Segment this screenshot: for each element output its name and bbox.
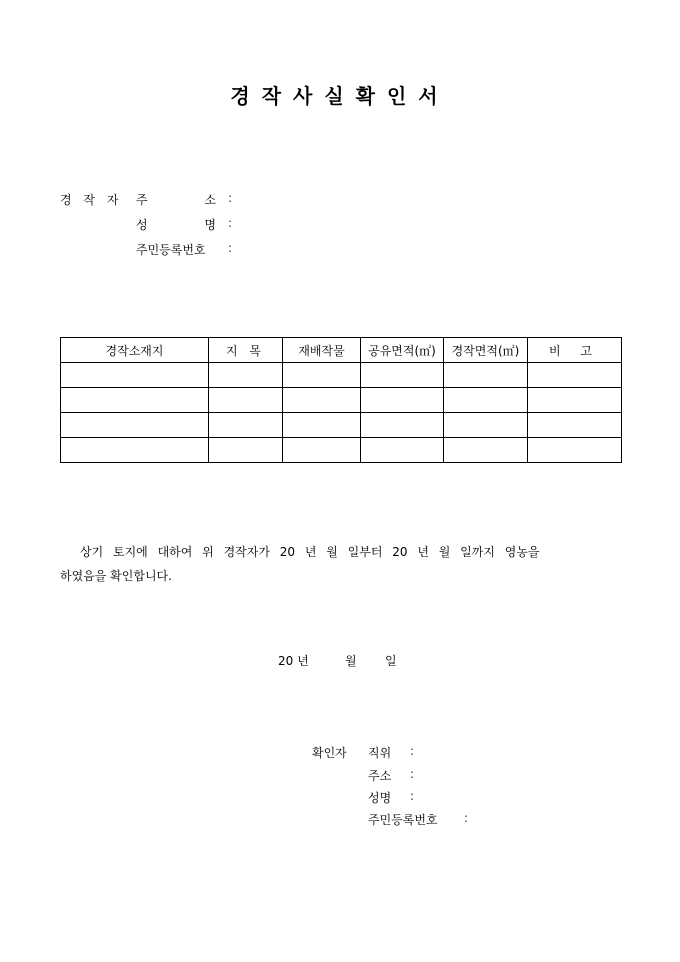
farmer-name-colon: :: [228, 216, 233, 230]
table-cell: [361, 438, 444, 463]
header-crop: 재배작물: [283, 338, 361, 363]
table-cell: [444, 438, 528, 463]
farmer-address-colon: :: [228, 191, 233, 205]
header-land-category: 지 목: [209, 338, 283, 363]
table-cell: [528, 438, 622, 463]
table-cell: [528, 363, 622, 388]
farmer-id-label: 주민등록번호: [136, 243, 206, 257]
table-row: [61, 388, 622, 413]
document-title: 경작사실확인서: [230, 84, 450, 108]
confirmer-address-label: 주소: [368, 769, 392, 783]
confirmation-statement: [60, 540, 620, 588]
farmer-address-label: 주 소: [136, 193, 216, 207]
confirmer-position-label: 직위: [368, 746, 392, 760]
table-cell: [61, 363, 209, 388]
farmer-label: 경 작 자: [60, 193, 123, 207]
confirmer-address-colon: :: [410, 767, 415, 781]
table-cell: [444, 413, 528, 438]
statement-line-2: 하였음을 확인합니다.: [60, 569, 172, 583]
date-year: 20 년: [278, 654, 309, 668]
table-cell: [283, 363, 361, 388]
land-table: [60, 337, 622, 463]
table-row: [61, 438, 622, 463]
table-cell: [283, 438, 361, 463]
table-header-row: [61, 338, 622, 363]
table-cell: [209, 388, 283, 413]
header-remarks: 비 고: [528, 338, 622, 363]
table-cell: [61, 413, 209, 438]
table-cell: [444, 388, 528, 413]
date-month: 월: [345, 654, 357, 668]
table-cell: [361, 388, 444, 413]
confirmer-name-label: 성명: [368, 791, 392, 805]
confirmer-id-colon: :: [464, 811, 469, 825]
header-shared-area: 공유면적(㎡): [361, 338, 444, 363]
table-cell: [209, 438, 283, 463]
table-cell: [61, 438, 209, 463]
table-row: [61, 413, 622, 438]
table-cell: [361, 363, 444, 388]
confirmer-id-label: 주민등록번호: [368, 813, 438, 827]
table-cell: [209, 363, 283, 388]
table-cell: [61, 388, 209, 413]
farmer-name-label: 성 명: [136, 218, 216, 232]
header-location: 경작소재지: [61, 338, 209, 363]
confirmer-label: 확인자: [312, 746, 347, 760]
header-cultivated-area: 경작면적(㎡): [444, 338, 528, 363]
statement-line-1: 상기 토지에 대하여 위 경작자가 20 년 월 일부터 20 년 월 일까지 영농을: [80, 545, 540, 559]
confirmer-name-colon: :: [410, 789, 415, 803]
table-cell: [283, 388, 361, 413]
date-day: 일: [385, 654, 397, 668]
table-row: [61, 363, 622, 388]
confirmer-position-colon: :: [410, 744, 415, 758]
table-cell: [444, 363, 528, 388]
table-cell: [283, 413, 361, 438]
farmer-id-colon: :: [228, 241, 233, 255]
table-cell: [528, 413, 622, 438]
table-cell: [209, 413, 283, 438]
table-cell: [528, 388, 622, 413]
table-cell: [361, 413, 444, 438]
